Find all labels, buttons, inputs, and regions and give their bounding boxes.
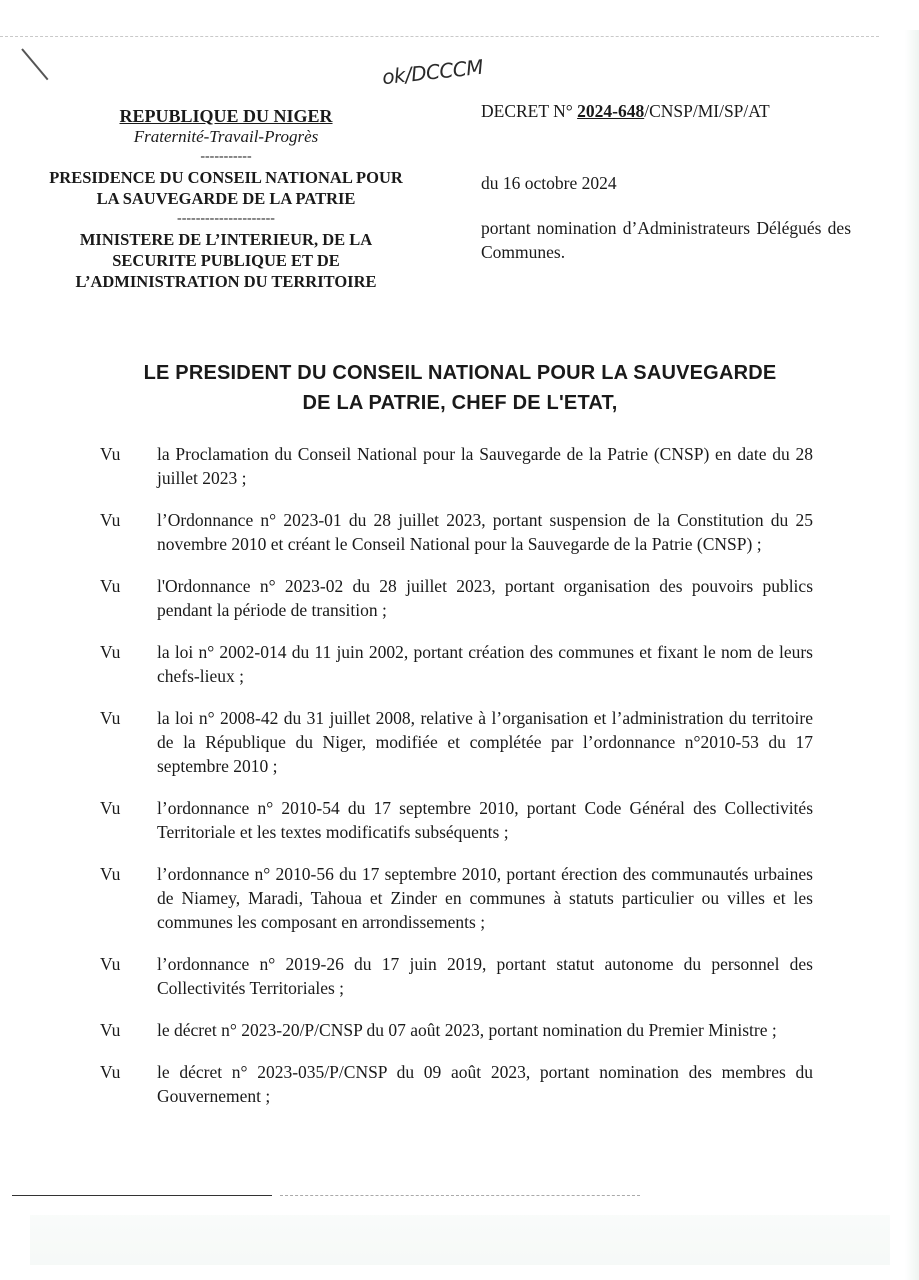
visa-label: Vu <box>100 510 121 530</box>
national-motto: Fraternité-Travail-Progrès <box>133 127 319 146</box>
visa-text: le décret n° 2023-035/P/CNSP du 09 août 2023, portant nomination des membres du Gouvernement ; <box>157 1062 813 1106</box>
decree-number-line <box>481 100 851 122</box>
scan-artifact-right-edge <box>905 30 919 1280</box>
visa-text: la loi n° 2008-42 du 31 juillet 2008, relative à l’organisation et l’administration du territoire de la République du Niger, modifiée et complétée par l’ordonnance n°2010-53 du 17 septembre 2010 ; <box>157 708 813 776</box>
ministry-line-3: L’ADMINISTRATION DU TERRITOIRE <box>75 272 377 291</box>
separator: --------------------- <box>177 211 275 226</box>
scan-artifact-bottom-dash <box>280 1195 640 1196</box>
decree-date: du 16 octobre 2024 <box>481 173 617 193</box>
visa-label: Vu <box>100 954 121 974</box>
visa-item <box>100 862 820 934</box>
visa-text: l’ordonnance n° 2010-56 du 17 septembre 2010, portant érection des communautés urbaines de Niamey, Maradi, Tahoua et Zinder en communes à statuts particulier ou villes et les communes les composant en arrondissements ; <box>157 864 813 932</box>
visa-label: Vu <box>100 864 121 884</box>
visa-label: Vu <box>100 708 121 728</box>
visa-item <box>100 1018 820 1042</box>
visa-text: la loi n° 2002-014 du 11 juin 2002, portant création des communes et fixant le nom de leurs chefs-lieux ; <box>157 642 813 686</box>
decree-suffix: /CNSP/MI/SP/AT <box>644 101 770 121</box>
presidency-line-1: PRESIDENCE DU CONSEIL NATIONAL POUR <box>49 168 403 187</box>
decree-prefix: DECRET N° <box>481 101 578 121</box>
visa-text: l’Ordonnance n° 2023-01 du 28 juillet 2023, portant suspension de la Constitution du 25 novembre 2010 et créant le Conseil National pour la Sauvegarde de la Patrie (CNSP) ; <box>157 510 813 554</box>
visa-text: l'Ordonnance n° 2023-02 du 28 juillet 2023, portant organisation des pouvoirs publics pendant la période de transition ; <box>157 576 813 620</box>
visa-text: le décret n° 2023-20/P/CNSP du 07 août 2023, portant nomination du Premier Ministre ; <box>157 1020 777 1040</box>
visa-item <box>100 640 820 688</box>
visa-text: l’ordonnance n° 2019-26 du 17 juin 2019, portant statut autonome du personnel des Collectivités Territoriales ; <box>157 954 813 998</box>
visa-item <box>100 1060 820 1108</box>
scan-artifact-bottom-rule <box>12 1195 272 1196</box>
visa-text: l’ordonnance n° 2010-54 du 17 septembre 2010, portant Code Général des Collectivités Territoriale et les textes modificatifs subséquents ; <box>157 798 813 842</box>
decree-title-line-1: LE PRESIDENT DU CONSEIL NATIONAL POUR LA SAUVEGARDE <box>143 362 777 384</box>
scan-artifact-top-line <box>0 36 879 37</box>
scan-artifact-bleed-through <box>30 1215 890 1265</box>
visa-label: Vu <box>100 642 121 662</box>
visas-list <box>100 442 820 1126</box>
visa-label: Vu <box>100 1020 121 1040</box>
decree-title <box>90 358 830 418</box>
visa-label: Vu <box>100 576 121 596</box>
decree-object: portant nomination d’Administrateurs Délégués des Communes. <box>481 218 851 262</box>
visa-item <box>100 574 820 622</box>
visa-item <box>100 952 820 1000</box>
visa-label: Vu <box>100 1062 121 1082</box>
presidency-line-2: LA SAUVEGARDE DE LA PATRIE <box>96 189 356 208</box>
separator: ----------- <box>200 149 252 164</box>
visa-item <box>100 706 820 778</box>
visa-item <box>100 508 820 556</box>
visa-item <box>100 442 820 490</box>
visa-text: la Proclamation du Conseil National pour la Sauvegarde de la Patrie (CNSP) en date du 28 juillet 2023 ; <box>157 444 813 488</box>
republic-name: REPUBLIQUE DU NIGER <box>119 106 333 126</box>
ministry-line-1: MINISTERE DE L’INTERIEUR, DE LA <box>79 230 373 249</box>
decree-number: 2024-648 <box>577 101 645 121</box>
decree-reference-block <box>481 100 851 264</box>
visa-item <box>100 796 820 844</box>
ministry-line-2: SECURITE PUBLIQUE ET DE <box>112 251 340 270</box>
visa-label: Vu <box>100 444 121 464</box>
handwritten-annotation: ok/DCCCM <box>381 54 485 90</box>
visa-label: Vu <box>100 798 121 818</box>
scan-artifact-pen-stroke <box>21 48 48 80</box>
decree-title-line-2: DE LA PATRIE, CHEF DE L'ETAT, <box>302 392 618 414</box>
issuing-authority-block <box>20 105 432 292</box>
